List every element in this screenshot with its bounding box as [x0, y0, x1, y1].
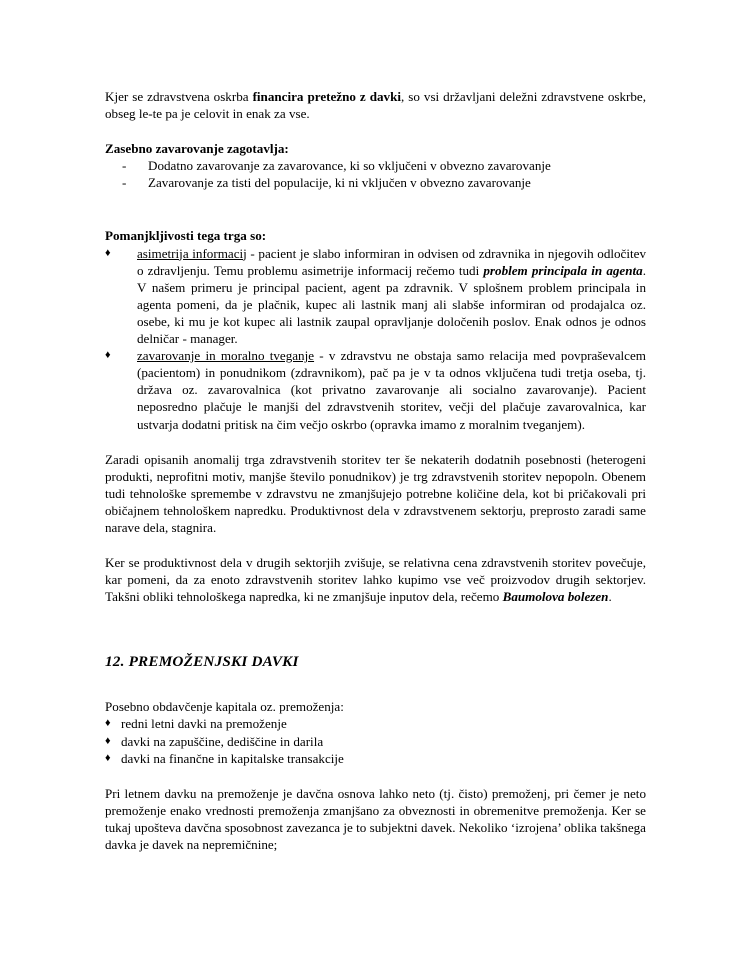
- intro-bold-phrase: financira pretežno z davki: [252, 89, 402, 104]
- diamond-bullet-icon: ♦: [105, 717, 111, 730]
- shortcoming-term: asimetrija informacij: [137, 245, 247, 261]
- diamond-bullet-icon: ♦: [105, 349, 111, 362]
- shortcoming-text-1: - pacient je slabo informiran in odvisen od zdravnika in njegovih odločitev o zdravljenju. Temu problemu asimetrije informacij rečemo tudi: [137, 245, 646, 278]
- spacer: [105, 536, 646, 554]
- chapter-intro: Posebno obdavčenje kapitala oz. premoženja:: [105, 699, 344, 715]
- baumol-text-after: .: [608, 589, 612, 605]
- list-item-label: Dodatno zavarovanje za zavarovance, ki so vključeni v obvezno zavarovanje: [148, 158, 551, 174]
- list-item: [105, 715, 646, 732]
- list-item-label: davki na zapuščine, dediščine in darila: [121, 733, 324, 749]
- list-item: [105, 733, 646, 750]
- spacer: [105, 191, 646, 227]
- list-item: [105, 347, 646, 432]
- shortcoming-term: zavarovanje in moralno tveganje: [137, 348, 315, 364]
- intro-paragraph: [105, 88, 646, 122]
- chapter-closing-paragraph: Pri letnem davku na premoženje je davčna osnova lahko neto (tj. čisto) premoženj, pri čemer je neto premoženje enako vrednosti premoženja zmanjšano za obveznosti in obremenitve premoženja. Ker se tukaj upošteva davčna sposobnost zavezanca je to subjektni davek. Nekoliko ‘izrojena’ oblika takšnega davka je davek na nepremičnine;: [105, 785, 646, 852]
- shortcomings-heading: Pomanjkljivosti tega trga so:: [105, 228, 267, 244]
- dash-marker: -: [122, 175, 127, 191]
- list-item: [105, 750, 646, 767]
- shortcoming-text-2: . V našem primeru je principal pacient, agent pa zdravnik. V splošnem problem principala in agenta pomeni, da je plačnik, kupec ali lastnik manj ali slabše informiran od prodajalca oz. osebe, ki mu je kot kupec ali lastnik zaupal opravljanje določenih poslov. Enak odnos je odnos delničar - manager.: [137, 262, 646, 347]
- anomalies-paragraph: Zaradi opisanih anomalij trga zdravstvenih storitev ter še nekaterih dodatnih posebnosti (heterogeni produkti, neprofitni motiv, manjše število ponudnikov) je trg zdravstvenih storitev nepopoln. Obenem tudi tehnološke spremembe v zdravstvu ne zmanjšujejo potrebne količine dela, kot bi pričakovali pri običajnem tehnološkem napredku. Produktivnost dela v zdravstvenem sektorju, preprosto zaradi same narave dela, stagnira.: [105, 451, 646, 535]
- baumol-emphasis: Baumolova bolezen: [502, 589, 609, 605]
- shortcoming-text-1: - v zdravstvu ne obstaja samo relacija med povpraševalcem (pacientom) in ponudnikom (zdravnikom), pač pa je v ta odnos vključena tudi tretja oseba, tj. država oz. zavarovalnica (kot privatno zavarovanje ali socialno zavarovanje). Pacient neposredno plačuje le manjši del zdravstvenih storitev, večji del plačuje zavarovalnica, kar ustvarja dodatni pritisk na čim večjo oskrbo (opravka imamo z moralnim tveganjem).: [137, 348, 646, 432]
- spacer: [105, 605, 646, 652]
- document-body: [105, 88, 646, 853]
- shortcoming-emphasis: problem principala in agenta: [483, 262, 643, 278]
- spacer: [105, 122, 646, 140]
- intro-text-before: Kjer se zdravstvena oskrba: [105, 89, 253, 104]
- list-item-label: davki na finančne in kapitalske transakcije: [121, 750, 344, 766]
- private-insurance-heading: Zasebno zavarovanje zagotavlja:: [105, 141, 289, 157]
- spacer: [105, 767, 646, 785]
- chapter-bullet-list: [105, 715, 646, 766]
- private-insurance-list: [105, 157, 646, 191]
- baumol-paragraph: [105, 554, 646, 605]
- spacer: [105, 671, 646, 698]
- intro-text-after: , so vsi državljani deležni zdravstvene oskrbe, obseg le-te pa je celovit in enak za vse.: [105, 89, 647, 122]
- dash-marker: -: [122, 158, 127, 174]
- diamond-bullet-icon: ♦: [105, 734, 111, 747]
- list-item-label: redni letni davki na premoženje: [121, 716, 287, 732]
- baumol-text-before: Ker se produktivnost dela v drugih sektorjih zvišuje, se relativna cena zdravstvenih storitev povečuje, kar pomeni, da za enoto zdravstvenih storitev lahko kupimo vse več proizvodov drugih sektorjev. Takšni obliki tehnološkega napredka, ki ne zmanjšuje inputov dela, rečemo: [105, 555, 646, 605]
- list-item: [105, 174, 646, 191]
- spacer: [105, 433, 646, 451]
- diamond-bullet-icon: ♦: [105, 246, 111, 259]
- shortcomings-list: [105, 245, 646, 433]
- list-item-label: Zavarovanje za tisti del populacije, ki ni vključen v obvezno zavarovanje: [148, 175, 531, 191]
- list-item: [105, 157, 646, 174]
- list-item: [105, 245, 646, 348]
- diamond-bullet-icon: ♦: [105, 751, 111, 764]
- chapter-heading: 12. PREMOŽENJSKI DAVKI: [105, 653, 299, 671]
